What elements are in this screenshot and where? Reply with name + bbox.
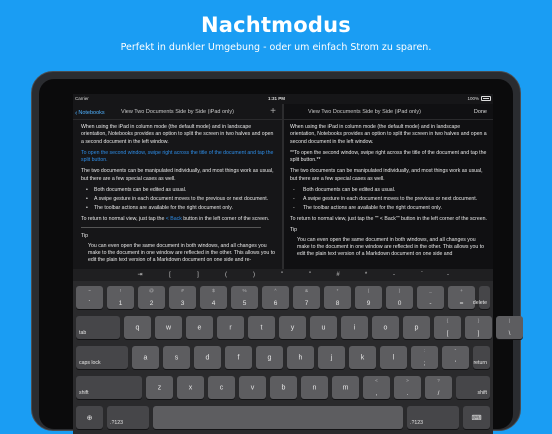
paragraph: The two documents can be manipulated individually, and most things work as usual, but there are a few special cases as well. <box>81 168 274 182</box>
done-button[interactable]: Done <box>473 109 487 115</box>
key-symbol: ] <box>477 329 480 337</box>
ipad-frame <box>31 71 521 431</box>
carrier-label: Carrier <box>75 96 89 101</box>
hero-title: Nachtmodus <box>201 13 351 37</box>
key-f[interactable] <box>225 346 252 369</box>
right-document-editor[interactable] <box>284 120 493 258</box>
key-shift-symbol: _ <box>429 287 432 293</box>
key-i[interactable] <box>341 316 368 339</box>
key-symbol: g <box>267 354 272 361</box>
right-document-pane <box>284 104 493 269</box>
key-symbol: z <box>157 384 162 391</box>
tab-key[interactable] <box>76 316 120 339</box>
key-7[interactable] <box>293 286 320 309</box>
key-z[interactable] <box>146 376 173 399</box>
key-symbol: b <box>281 384 286 391</box>
key-symbol: p <box>414 324 419 331</box>
hyphen-shortcut[interactable]: - <box>447 272 449 278</box>
tip-heading: Tip <box>81 233 89 240</box>
return-key[interactable] <box>473 346 490 369</box>
tip-heading: Tip <box>290 227 298 234</box>
numbers-right-key[interactable] <box>407 406 459 429</box>
backtick-shortcut[interactable]: ` <box>421 272 423 278</box>
key-x[interactable] <box>177 376 204 399</box>
left-document-title[interactable]: View Two Documents Side by Side (iPad only) <box>121 109 234 115</box>
key-shift-symbol: : <box>423 347 426 353</box>
key-symbol: f <box>237 354 240 361</box>
key-symbol: h <box>298 354 303 361</box>
return-paragraph: To return to normal view, just tap the < Back button in the left corner of the screen. <box>81 215 270 222</box>
paragraph: The two documents can be manipulated individually, and most things work as usual, but there are a few special cases as well. <box>290 168 483 182</box>
key-symbol: q <box>135 324 140 331</box>
key-shift-symbol: ^ <box>274 287 277 293</box>
asterisk-shortcut[interactable]: * <box>364 272 368 278</box>
key-shift-symbol: } <box>477 317 480 323</box>
key-shift-symbol: $ <box>212 287 215 293</box>
key-d[interactable] <box>194 346 221 369</box>
ipad-bezel <box>39 79 513 429</box>
key-a[interactable] <box>132 346 159 369</box>
back-link[interactable]: < Back <box>165 215 182 222</box>
paragraph-highlight: To open the second window, swipe right across the title of the document and tap the split button. <box>81 149 274 164</box>
key-9[interactable] <box>355 286 382 309</box>
on-screen-keyboard <box>73 269 511 434</box>
key-shift-symbol: < <box>375 377 378 383</box>
key-symbol: o <box>383 324 388 331</box>
key-=[interactable] <box>448 286 475 309</box>
key-shift-symbol: & <box>304 287 309 293</box>
left-document-body[interactable] <box>73 120 282 264</box>
key-;[interactable] <box>411 346 438 369</box>
list-item: • The toolbar actions are available for the right document only. <box>81 205 276 212</box>
key-shift-symbol: ( <box>367 287 370 293</box>
key-symbol: ; <box>423 359 426 367</box>
key-symbol: v <box>250 384 255 391</box>
key-symbol: 3 <box>180 299 185 307</box>
key-shift-symbol: # <box>181 287 184 293</box>
key-shift-symbol: ? <box>437 377 440 383</box>
space-bar[interactable] <box>153 406 403 429</box>
key-label: .?123 <box>110 420 123 426</box>
key-shift-symbol: ) <box>398 287 401 293</box>
shift-right-key[interactable] <box>456 376 490 399</box>
key-\[interactable] <box>496 316 523 339</box>
shortcut-toolbar <box>73 269 493 281</box>
key-label: return <box>473 360 487 366</box>
horizontal-rule <box>81 227 261 228</box>
list-item: • Both documents can be edited as usual. <box>81 187 276 194</box>
key-symbol: d <box>205 354 210 361</box>
right-nav-bar <box>284 104 493 120</box>
dash-shortcut[interactable]: - <box>393 272 395 278</box>
key-q[interactable] <box>124 316 151 339</box>
left-document-pane <box>73 104 282 269</box>
key-/[interactable] <box>425 376 452 399</box>
paragraph: When using the iPad in column mode (the default mode) and in landscape orientation, Notebooks provides an option to split the screen in two halves and open a second document in the left window. <box>81 124 274 145</box>
key-'[interactable] <box>442 346 469 369</box>
delete-key[interactable] <box>472 286 490 309</box>
key-l[interactable] <box>380 346 407 369</box>
numbers-left-key[interactable] <box>107 406 149 429</box>
key-n[interactable] <box>301 376 328 399</box>
shift-left-key[interactable] <box>76 376 142 399</box>
key-symbol: l <box>392 354 395 361</box>
key-shift-symbol: + <box>460 287 463 293</box>
key-symbol: [ <box>446 329 449 337</box>
key-4[interactable] <box>200 286 227 309</box>
key-symbol: 4 <box>211 299 216 307</box>
return-paragraph: To return to normal view, just tap the "" < Back"" button in the left corner of the screen. <box>290 215 487 222</box>
key-symbol: . <box>406 389 409 397</box>
key-s[interactable] <box>163 346 190 369</box>
key-symbol: , <box>375 389 378 397</box>
key-p[interactable] <box>403 316 430 339</box>
key-symbol: 0 <box>397 299 402 307</box>
list-item: - The toolbar actions are available for the right document only. <box>290 205 487 212</box>
key-symbol: 8 <box>335 299 340 307</box>
battery-icon <box>481 96 491 101</box>
list-item: • A swipe gesture in each document moves to the previous or next document. <box>81 196 276 203</box>
key-symbol: c <box>219 384 224 391</box>
key-symbol: i <box>353 324 356 331</box>
bullet-list <box>290 187 487 212</box>
left-nav-bar <box>73 104 282 120</box>
key-symbol: x <box>188 384 193 391</box>
key-symbol: y <box>290 324 295 331</box>
chevron-left-icon: ‹ <box>75 109 78 117</box>
key-[[interactable] <box>434 316 461 339</box>
key-b[interactable] <box>270 376 297 399</box>
key-y[interactable] <box>279 316 306 339</box>
key-label: caps lock <box>79 360 101 366</box>
paragraph-markdown: **To open the second window, swipe right across the title of the document and tap the split button.** <box>290 149 487 164</box>
globe-icon: ⊕ <box>86 414 93 422</box>
key-symbol: ' <box>454 359 457 367</box>
globe-key[interactable] <box>76 406 103 429</box>
tip-body: You can even open the same document in both windows, and all changes you make to the document in one window are reflected in the other. This allows you to edit the plain text version of a Markdown document on one side and re- <box>88 242 276 264</box>
key-shift-symbol: " <box>454 347 457 353</box>
key-label: delete <box>472 300 487 306</box>
key-symbol: m <box>342 384 349 391</box>
key-o[interactable] <box>372 316 399 339</box>
key-symbol: u <box>321 324 326 331</box>
bullet-list <box>81 187 276 212</box>
ipad-screen <box>73 94 511 434</box>
key-symbol: k <box>360 354 365 361</box>
key-symbol: r <box>229 324 232 331</box>
key-.[interactable] <box>394 376 421 399</box>
key-symbol: s <box>174 354 179 361</box>
quote-close-shortcut[interactable]: " <box>308 272 312 278</box>
key-shift-symbol: % <box>242 287 247 293</box>
key-symbol: w <box>165 324 172 331</box>
quote-open-shortcut[interactable]: " <box>280 272 284 278</box>
key-m[interactable] <box>332 376 359 399</box>
bracket-close-shortcut[interactable]: ] <box>197 272 199 278</box>
key-e[interactable] <box>186 316 213 339</box>
paren-open-shortcut[interactable]: ( <box>225 272 227 278</box>
key-`[interactable] <box>76 286 103 309</box>
key-h[interactable] <box>287 346 314 369</box>
key-shift-symbol: > <box>406 377 409 383</box>
keyboard-dismiss-icon: ⌨ <box>471 414 482 422</box>
keyboard-dismiss-key[interactable] <box>463 406 490 429</box>
key-shift-symbol: { <box>446 317 449 323</box>
key-symbol: t <box>260 324 263 331</box>
add-icon[interactable]: + <box>270 106 276 117</box>
caps-lock-key[interactable] <box>76 346 128 369</box>
paren-close-shortcut[interactable]: ) <box>253 272 255 278</box>
status-bar <box>73 94 493 104</box>
key-shift-symbol: * <box>336 287 339 293</box>
key-symbol: j <box>330 354 333 361</box>
key-symbol: e <box>197 324 202 331</box>
key-symbol: - <box>429 299 432 307</box>
hash-shortcut[interactable]: # <box>336 272 340 278</box>
paragraph: When using the iPad in column mode (the default mode) and in landscape orientation, Notebooks provides an option to split the screen in two halves and open a second document in the left window. <box>290 124 487 145</box>
key-symbol: 2 <box>149 299 154 307</box>
key-shift-symbol: ~ <box>88 287 91 293</box>
key-label: .?123 <box>410 420 423 426</box>
key-1[interactable] <box>107 286 134 309</box>
key-8[interactable] <box>324 286 351 309</box>
key-][interactable] <box>465 316 492 339</box>
key-symbol: 7 <box>304 299 309 307</box>
back-label: Notebooks <box>78 110 105 116</box>
key-2[interactable] <box>138 286 165 309</box>
battery-percent: 100% <box>467 96 479 101</box>
key-u[interactable] <box>310 316 337 339</box>
key-c[interactable] <box>208 376 235 399</box>
key-v[interactable] <box>239 376 266 399</box>
key-symbol: n <box>312 384 317 391</box>
key-label: tab <box>79 330 87 336</box>
key-,[interactable] <box>363 376 390 399</box>
key-symbol: 6 <box>273 299 278 307</box>
key-j[interactable] <box>318 346 345 369</box>
key-symbol: 1 <box>118 299 123 307</box>
key-symbol: ` <box>88 299 91 307</box>
key-symbol: = <box>459 299 464 307</box>
key-t[interactable] <box>248 316 275 339</box>
key-label: shift <box>477 390 487 396</box>
list-item: - Both documents can be edited as usual. <box>290 187 487 194</box>
key-symbol: / <box>437 389 440 397</box>
key-symbol: 9 <box>366 299 371 307</box>
notebooks-back-button[interactable] <box>75 109 105 116</box>
clock-label: 1:31 PM <box>268 96 286 101</box>
right-document-title[interactable]: View Two Documents Side by Side (iPad only) <box>308 109 421 115</box>
key-5[interactable] <box>231 286 258 309</box>
bracket-open-shortcut[interactable]: [ <box>169 272 171 278</box>
hero-subtitle: Perfekt in dunkler Umgebung - oder um einfach Strom zu sparen. <box>120 42 432 53</box>
tab-shortcut-key[interactable]: ⇥ <box>137 272 143 278</box>
key-r[interactable] <box>217 316 244 339</box>
key-shift-symbol: ! <box>119 287 122 293</box>
key-6[interactable] <box>262 286 289 309</box>
key-0[interactable] <box>386 286 413 309</box>
key-label: shift <box>79 390 89 396</box>
key-3[interactable] <box>169 286 196 309</box>
list-item: - A swipe gesture in each document moves to the previous or next document. <box>290 196 487 203</box>
key-symbol: 5 <box>242 299 247 307</box>
key-shift-symbol: @ <box>149 287 154 293</box>
key-shift-symbol: | <box>508 317 511 323</box>
key-symbol: \ <box>508 329 511 337</box>
key--[interactable] <box>417 286 444 309</box>
key-w[interactable] <box>155 316 182 339</box>
tip-body: You can even open the same document in both windows, and all changes you make to the document in one window are reflected in the other. This allows you to edit the plain text version of a Markdown document on one side and <box>297 236 485 258</box>
key-g[interactable] <box>256 346 283 369</box>
key-symbol: a <box>143 354 148 361</box>
key-k[interactable] <box>349 346 376 369</box>
